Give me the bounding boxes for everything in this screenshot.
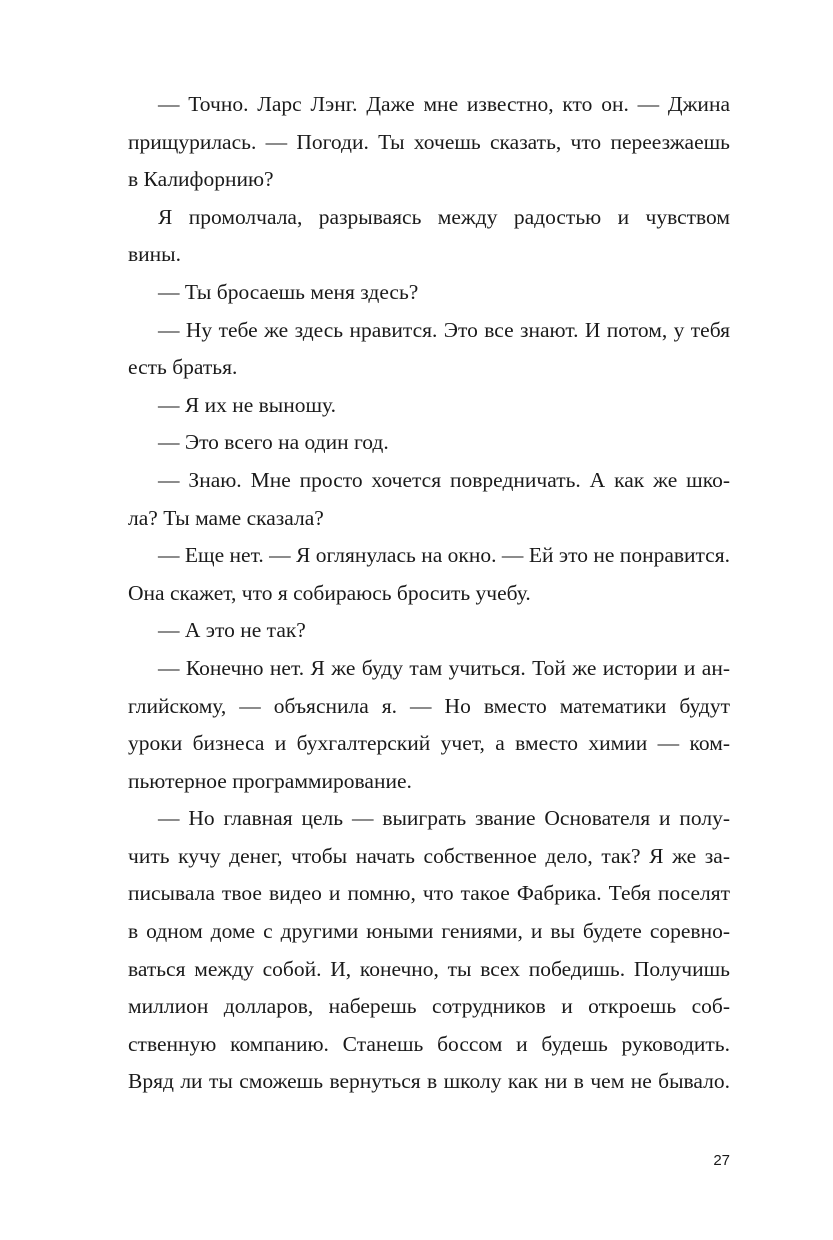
- text-line: — Ну тебе же здесь нравится. Это все знают. И потом, у тебя: [158, 317, 730, 342]
- text-line: ваться между собой. И, конечно, ты всех победишь. Получишь: [128, 956, 730, 981]
- text-line: — Это всего на один год.: [158, 430, 389, 455]
- text-line: в Калифорнию?: [128, 167, 274, 192]
- text-line: пьютерное программирование.: [128, 768, 412, 793]
- page-number: 27: [713, 1152, 730, 1169]
- book-page-text: [128, 86, 730, 1101]
- text-line: — Еще нет. — Я оглянулась на окно. — Ей это не понравится.: [158, 543, 730, 568]
- text-line: — Знаю. Мне просто хочется повредничать. А как же шко-: [158, 467, 730, 492]
- text-line: глийскому, — объяснила я. — Но вместо математики будут: [128, 693, 730, 718]
- text-line: прищурилась. — Погоди. Ты хочешь сказать, что переезжаешь: [128, 129, 730, 154]
- text-line: — Ты бросаешь меня здесь?: [158, 279, 419, 304]
- text-line: Она скажет, что я собираюсь бросить учебу.: [128, 580, 531, 605]
- text-line: ла? Ты маме сказала?: [128, 505, 324, 530]
- text-line: писывала твое видео и помню, что такое Фабрика. Тебя поселят: [128, 881, 730, 906]
- text-line: в одном доме с другими юными гениями, и вы будете соревно-: [128, 919, 730, 944]
- text-line: ственную компанию. Станешь боссом и будешь руководить.: [128, 1031, 730, 1056]
- text-line: — А это не так?: [158, 618, 306, 643]
- text-line: Вряд ли ты сможешь вернуться в школу как ни в чем не бывало.: [128, 1069, 730, 1094]
- text-line: миллион долларов, наберешь сотрудников и откроешь соб-: [128, 994, 730, 1019]
- text-line: — Но главная цель — выиграть звание Основателя и полу-: [158, 806, 730, 831]
- text-line: Я промолчала, разрываясь между радостью и чувством: [158, 204, 730, 229]
- text-line: — Конечно нет. Я же буду там учиться. Той же истории и ан-: [158, 655, 730, 680]
- text-line: — Я их не выношу.: [158, 392, 337, 417]
- text-line: чить кучу денег, чтобы начать собственное дело, так? Я же за-: [128, 843, 730, 868]
- text-line: — Точно. Ларс Лэнг. Даже мне известно, кто он. — Джина: [158, 92, 730, 116]
- text-line: уроки бизнеса и бухгалтерский учет, а вместо химии — ком-: [128, 731, 730, 756]
- text-line: есть братья.: [128, 355, 238, 380]
- text-line: вины.: [128, 242, 181, 267]
